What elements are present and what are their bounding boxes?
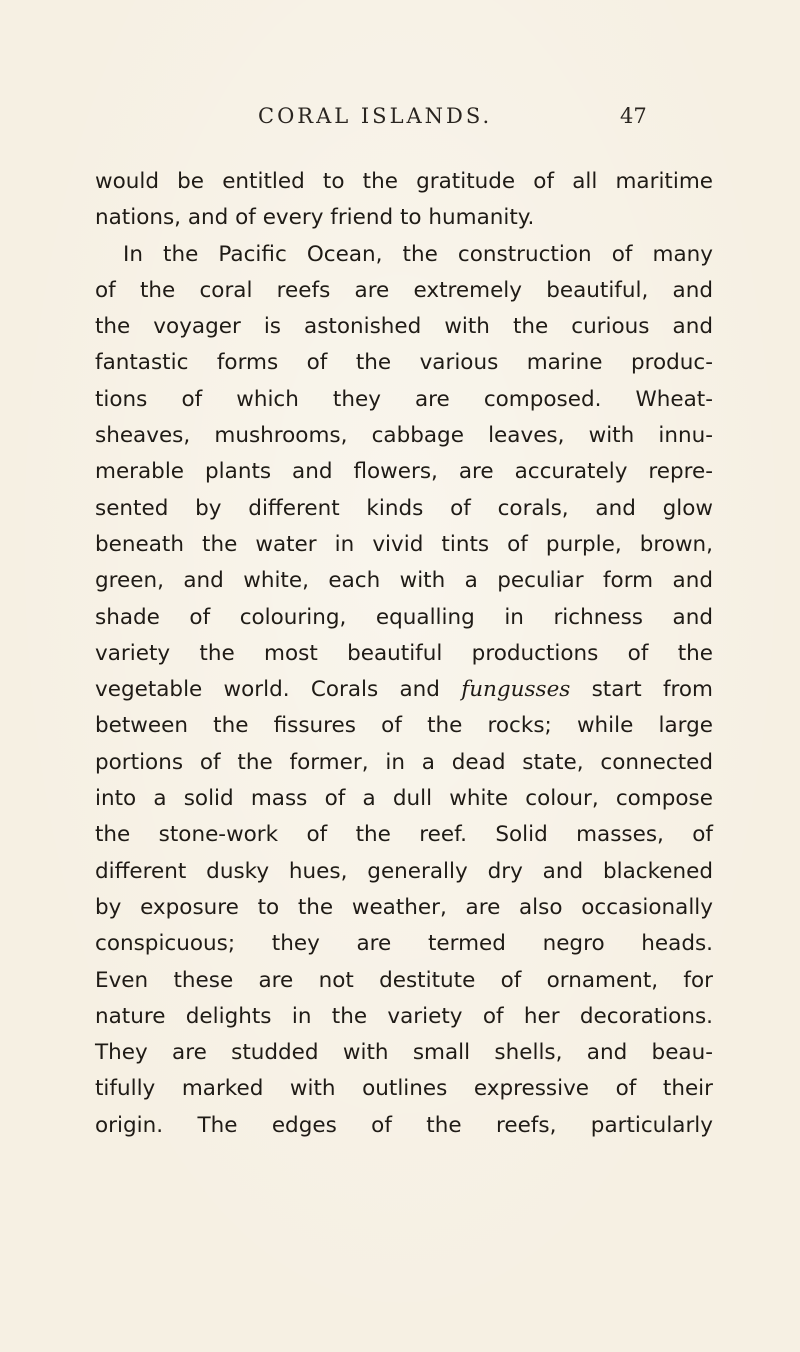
- text-line: [95, 672, 713, 708]
- body-text: [95, 164, 713, 1144]
- text-line: the voyager is astonished with the curious and: [95, 314, 713, 340]
- text-line: different dusky hues, generally dry and blackened: [95, 858, 713, 884]
- line-text-after: start from: [570, 677, 713, 703]
- text-line: into a solid mass of a dull white colour, compose: [95, 786, 713, 812]
- running-title: CORAL ISLANDS.: [258, 104, 493, 128]
- text-line: portions of the former, in a dead state, connected: [95, 749, 713, 775]
- text-line: merable plants and flowers, are accurately repre-: [95, 459, 713, 485]
- text-line: green, and white, each with a peculiar form and: [95, 568, 713, 594]
- text-line: nations, and of every friend to humanity.: [95, 205, 535, 231]
- text-line: nature delights in the variety of her decorations.: [95, 1003, 713, 1029]
- text-line: beneath the water in vivid tints of purple, brown,: [95, 531, 713, 557]
- line-text-before: vegetable world. Corals and: [95, 677, 462, 703]
- text-line: of the coral reefs are extremely beautiful, and: [95, 277, 713, 303]
- text-line: fantastic forms of the various marine produc-: [95, 350, 713, 376]
- text-line: the stone-work of the reef. Solid masses, of: [95, 822, 713, 848]
- text-line: origin. The edges of the reefs, particularly: [95, 1112, 713, 1138]
- text-line: conspicuous; they are termed negro heads.: [95, 931, 713, 957]
- text-line: In the Pacific Ocean, the construction of many: [123, 241, 713, 267]
- italic-word: fungusses: [461, 677, 571, 703]
- text-line: by exposure to the weather, are also occasionally: [95, 894, 713, 920]
- text-line: between the fissures of the rocks; while large: [95, 713, 713, 739]
- text-line: variety the most beautiful productions of the: [95, 640, 713, 666]
- running-head: [0, 104, 800, 136]
- text-line: tifully marked with outlines expressive of their: [95, 1076, 713, 1102]
- text-line: sheaves, mushrooms, cabbage leaves, with innu-: [95, 423, 713, 449]
- text-line: Even these are not destitute of ornament, for: [95, 967, 713, 993]
- text-line: sented by different kinds of corals, and glow: [95, 495, 713, 521]
- text-line: They are studded with small shells, and beau-: [95, 1040, 713, 1066]
- text-line: would be entitled to the gratitude of all maritime: [95, 169, 713, 194]
- text-line: shade of colouring, equalling in richness and: [95, 604, 713, 630]
- page-number: 47: [620, 104, 647, 128]
- text-line: tions of which they are composed. Wheat-: [95, 386, 713, 412]
